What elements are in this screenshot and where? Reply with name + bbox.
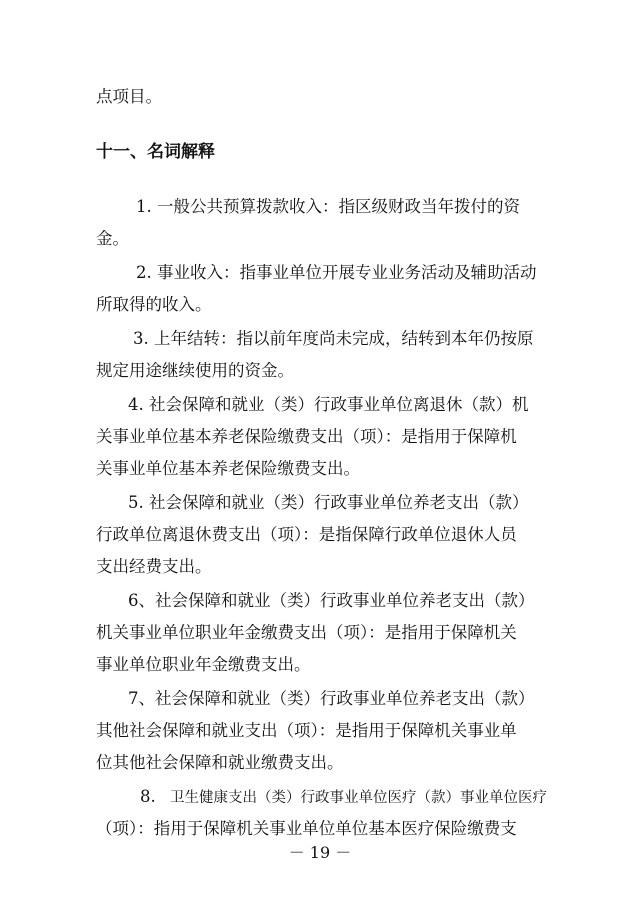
text-line: 3. 上年结转：指以前年度尚未完成，结转到本年仍按原 <box>133 329 534 348</box>
text-line: 卫生健康支出（类）行政事业单位医疗（款）事业单位医疗 <box>170 790 547 806</box>
section-heading: 十一、名词解释 <box>96 142 215 162</box>
text-line: （项）：指用于保障机关事业单位单位基本医疗保险缴费支 <box>96 819 517 838</box>
text-line: 位其他社会保障和就业缴费支出。 <box>96 753 344 772</box>
text-line: 事业单位职业年金缴费支出。 <box>96 655 311 674</box>
text-line: 所取得的收入。 <box>96 295 212 314</box>
text-line: 其他社会保障和就业支出（项）：是指用于保障机关事业单 <box>96 721 517 740</box>
text-line: 8. <box>140 787 156 806</box>
text-line: 支出经费支出。 <box>96 557 212 576</box>
text-line: 金。 <box>96 229 129 248</box>
text-line: 规定用途继续使用的资金。 <box>96 361 294 380</box>
text-line: 4. 社会保障和就业（类）行政事业单位离退休（款）机 <box>128 395 529 414</box>
text-line: 1. 一般公共预算拨款收入：指区级财政当年拨付的资 <box>136 197 520 216</box>
text-line: 5. 社会保障和就业（类）行政事业单位养老支出（款） <box>128 493 529 512</box>
text-line: 7、社会保障和就业（类）行政事业单位养老支出（款） <box>128 689 535 708</box>
text-line: 关事业单位基本养老保险缴费支出（项）：是指用于保障机 <box>96 427 517 446</box>
text-line: 6、社会保障和就业（类）行政事业单位养老支出（款） <box>128 591 535 610</box>
text-line: 2. 事业收入：指事业单位开展专业业务活动及辅助活动 <box>136 263 537 282</box>
page-number: － 19 － <box>288 843 352 862</box>
text-line: 行政单位离退休费支出（项）：是指保障行政单位退休人员 <box>96 525 517 544</box>
text-line: 点项目。 <box>96 87 162 106</box>
text-line: 关事业单位基本养老保险缴费支出。 <box>96 459 360 478</box>
text-line: 机关事业单位职业年金缴费支出（项）：是指用于保障机关 <box>96 623 517 642</box>
